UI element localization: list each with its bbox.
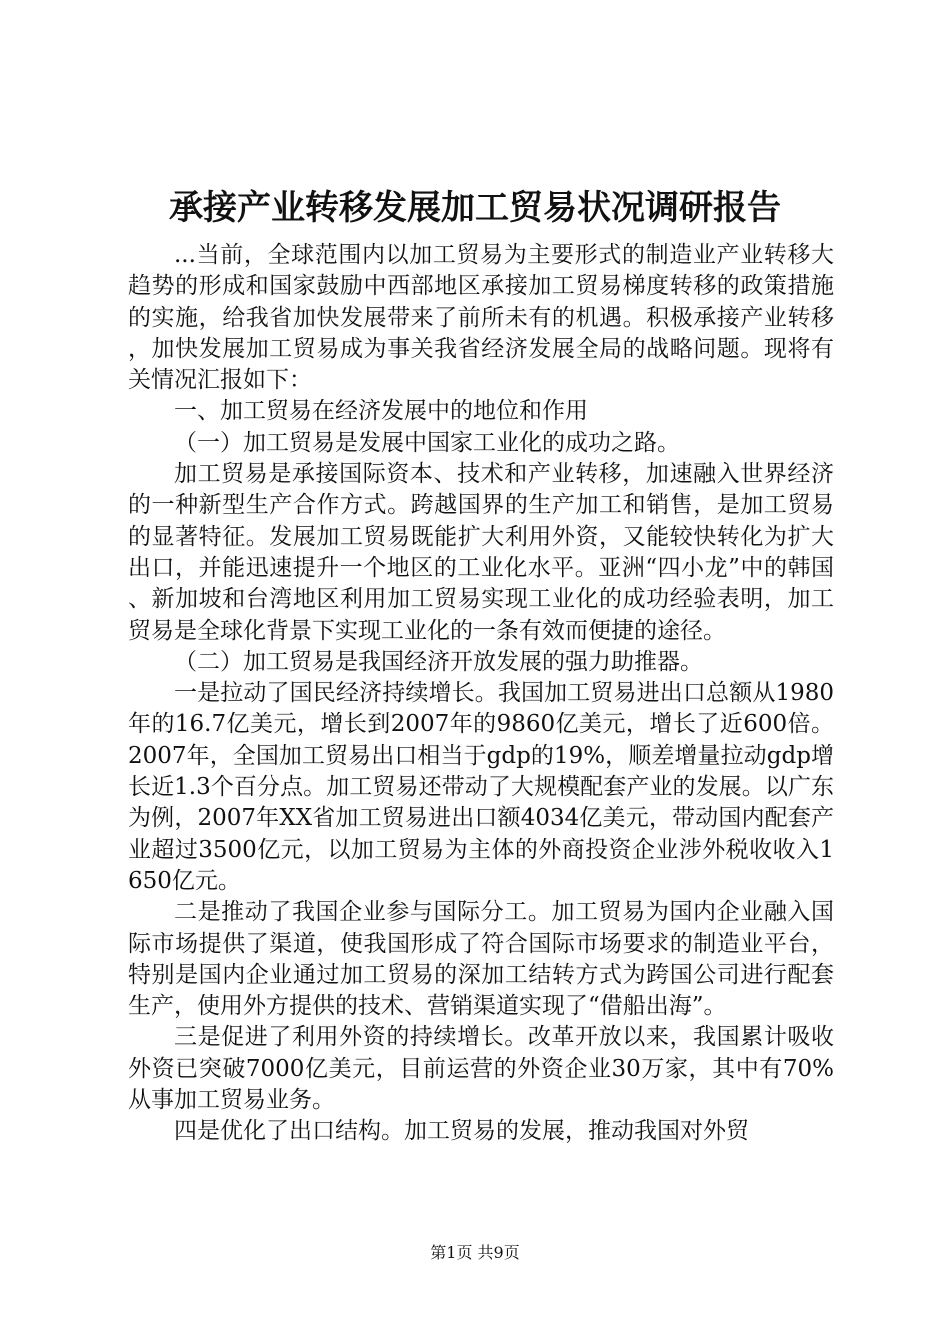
page-footer: 第1页 共9页 [430, 1243, 520, 1262]
paragraph-point-3: 三是促进了利用外资的持续增长。改革开放以来，我国累计吸收外资已突破7000亿美元，目前运营的外资企业30万家，其中有70%从事加工贸易业务。 [128, 1024, 834, 1114]
paragraph-point-4: 四是优化了出口结构。加工贸易的发展，推动我国对外贸 [174, 1118, 749, 1145]
document-body [128, 240, 834, 1148]
section-heading-1: 一、加工贸易在经济发展中的地位和作用 [174, 398, 588, 425]
subsection-heading-2: （二）加工贸易是我国经济开放发展的强力助推器。 [174, 648, 703, 675]
document-title: 承接产业转移发展加工贸易状况调研报告 [169, 188, 781, 228]
subsection-heading-1: （一）加工贸易是发展中国家工业化的成功之路。 [174, 429, 680, 456]
paragraph-point-2: 二是推动了我国企业参与国际分工。加工贸易为国内企业融入国际市场提供了渠道，使我国形成了符合国际市场要求的制造业平台，特别是国内企业通过加工贸易的深加工结转方式为跨国公司进行配套生产，使用外方提供的技术、营销渠道实现了“借船出海”。 [128, 899, 834, 1020]
paragraph-point-1: 一是拉动了国民经济持续增长。我国加工贸易进出口总额从1980年的16.7亿美元，增长到2007年的9860亿美元，增长了近600倍。2007年，全国加工贸易出口相当于gdp的19%，顺差增量拉动gdp增长近1.3个百分点。加工贸易还带动了大规模配套产业的发展。以广东为例，2007年XX省加工贸易进出口额4034亿美元，带动国内配套产业超过3500亿元，以加工贸易为主体的外商投资企业涉外税收收入1650亿元。 [128, 680, 834, 894]
paragraph-intro: ...当前，全球范围内以加工贸易为主要形式的制造业产业转移大趋势的形成和国家鼓励中西部地区承接加工贸易梯度转移的政策措施的实施，给我省加快发展带来了前所未有的机遇。积极承接产业转移，加快发展加工贸易成为事关我省经济发展全局的战略问题。现将有关情况汇报如下： [128, 242, 834, 394]
paragraph-processing-trade: 加工贸易是承接国际资本、技术和产业转移，加速融入世界经济的一种新型生产合作方式。跨越国界的生产加工和销售，是加工贸易的显著特征。发展加工贸易既能扩大利用外资，又能较快转化为扩大出口，并能迅速提升一个地区的工业化水平。亚洲“四小龙”中的韩国、新加坡和台湾地区利用加工贸易实现工业化的成功经验表明，加工贸易是全球化背景下实现工业化的一条有效而便捷的途径。 [128, 461, 834, 644]
